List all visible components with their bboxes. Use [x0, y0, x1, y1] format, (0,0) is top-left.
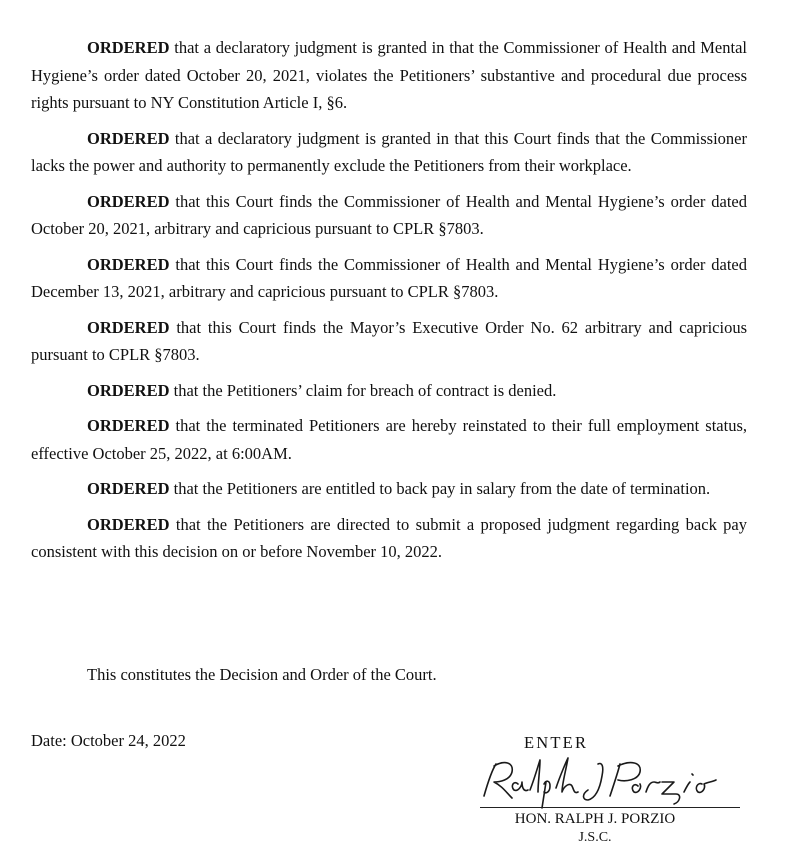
- order-text: that this Court finds the Mayor’s Executive Order No. 62 arbitrary and capricious pursuant to CPLR §7803.: [31, 317, 747, 364]
- order-lead: ORDERED: [87, 317, 170, 337]
- order-paragraph-6: [31, 377, 747, 405]
- signature-line: [480, 807, 740, 808]
- order-lead: ORDERED: [87, 380, 170, 400]
- judge-title: J.S.C.: [578, 830, 612, 845]
- order-text: that this Court finds the Commissioner of Health and Mental Hygiene’s order dated October 20, 2021, arbitrary and capricious pursuant to CPLR §7803.: [31, 191, 747, 238]
- order-paragraph-4: [31, 251, 747, 306]
- order-lead: ORDERED: [87, 38, 170, 57]
- order-text: that the Petitioners are directed to submit a proposed judgment regarding back pay consistent with this decision on or before November 10, 2022.: [31, 514, 747, 561]
- order-text: that the terminated Petitioners are hereby reinstated to their full employment status, effective October 25, 2022, at 6:00AM.: [31, 416, 747, 463]
- order-text: that the Petitioners’ claim for breach of contract is denied.: [169, 380, 557, 400]
- order-lead: ORDERED: [87, 254, 170, 274]
- enter-label: ENTER: [524, 733, 589, 752]
- order-lead: ORDERED: [87, 479, 170, 498]
- decision-date: Date: October 24, 2022: [31, 731, 186, 750]
- order-lead: ORDERED: [87, 416, 170, 435]
- order-lead: ORDERED: [87, 514, 170, 534]
- order-paragraph-8: [31, 475, 747, 503]
- order-text: that a declaratory judgment is granted in that this Court finds that the Commissioner lacks the power and authority to permanently exclude the Petitioners from their workplace.: [31, 128, 747, 175]
- order-paragraph-9: [31, 511, 747, 566]
- order-paragraph-3: [31, 188, 747, 243]
- judge-name: HON. RALPH J. PORZIO: [514, 811, 676, 827]
- order-lead: ORDERED: [87, 191, 170, 211]
- order-text: that the Petitioners are entitled to back pay in salary from the date of termination.: [169, 479, 711, 498]
- signature-block: [470, 752, 740, 851]
- order-lead: ORDERED: [87, 128, 170, 148]
- order-paragraph-7: [31, 412, 747, 467]
- order-paragraph-1: [31, 34, 747, 117]
- document-body: [31, 34, 747, 574]
- order-text: that a declaratory judgment is granted in that the Commissioner of Health and Mental Hygiene’s order dated October 20, 2021, violates the Petitioners’ substantive and procedural due process rights pursuant to NY Constitution Article I, §6.: [31, 38, 747, 112]
- handwritten-signature: [470, 752, 740, 812]
- order-paragraph-2: [31, 125, 747, 180]
- closing-statement: This constitutes the Decision and Order of the Court.: [87, 665, 437, 684]
- order-text: that this Court finds the Commissioner of Health and Mental Hygiene’s order dated December 13, 2021, arbitrary and capricious pursuant to CPLR §7803.: [31, 254, 747, 301]
- order-paragraph-5: [31, 314, 747, 369]
